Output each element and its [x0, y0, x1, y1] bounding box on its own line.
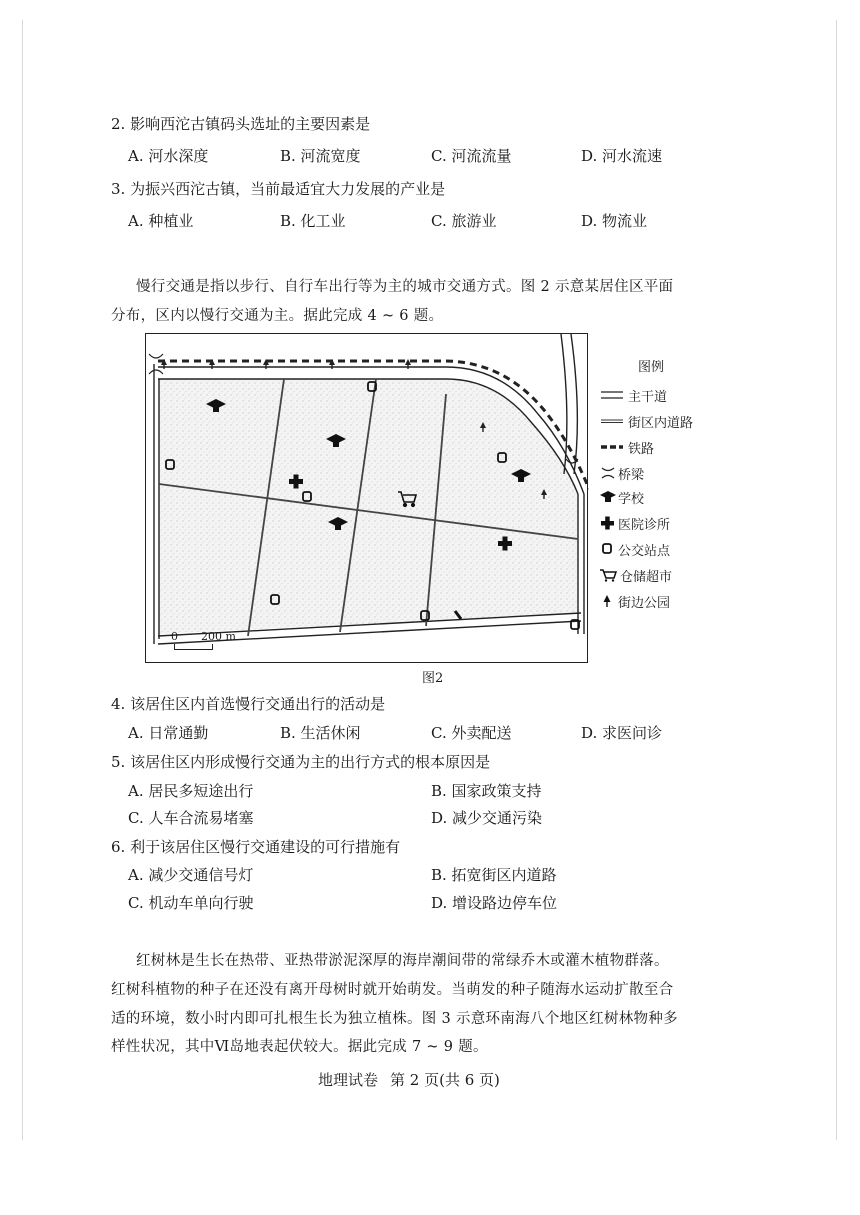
block-road-icon: [600, 414, 624, 428]
legend-label-hospital: 医院诊所: [618, 518, 671, 533]
intro-7-9-line-3: 适的环境，数小时内即可扎根生长为独立植株。图 3 示意环南海八个地区红树林物种多: [111, 1011, 678, 1027]
legend-label-school: 学校: [618, 492, 645, 507]
intro-4-6-line-2: 分布，区内以慢行交通为主。据此完成 4 ~ 6 题。: [111, 308, 444, 324]
page-footer: [318, 1069, 512, 1090]
legend-label-bus-stop: 公交站点: [618, 544, 671, 559]
figure-2-caption: 图2: [422, 671, 444, 686]
legend-label-railway: 铁路: [628, 442, 655, 457]
question-3-option-a[interactable]: A. 种植业: [128, 212, 194, 230]
question-6-option-b[interactable]: B. 拓宽街区内道路: [431, 866, 557, 884]
question-6-option-d[interactable]: D. 增设路边停车位: [431, 894, 558, 912]
legend-label-main-road: 主干道: [628, 390, 668, 405]
legend-title: 图例: [638, 360, 665, 375]
question-5-option-c[interactable]: C. 人车合流易堵塞: [128, 809, 254, 827]
question-4-option-a[interactable]: A. 日常通勤: [128, 724, 209, 742]
legend-label-bridge: 桥梁: [618, 468, 645, 483]
question-3-option-c[interactable]: C. 旅游业: [431, 212, 497, 230]
page-edge-left: [22, 20, 23, 1140]
question-3-stem: 3. 为振兴西沱古镇，当前最适宜大力发展的产业是: [111, 180, 446, 198]
question-5-option-a[interactable]: A. 居民多短途出行: [128, 782, 254, 800]
intro-7-9-line-2: 红树科植物的种子在还没有离开母树时就开始萌发。当萌发的种子随海水运动扩散至合: [111, 982, 674, 998]
railway-icon: [600, 440, 624, 454]
question-2-option-d[interactable]: D. 河水流速: [581, 147, 663, 165]
scale-label: 200 m: [201, 630, 236, 643]
question-2-option-c[interactable]: C. 河流流量: [431, 147, 512, 165]
legend-label-block-road: 街区内道路: [628, 416, 694, 431]
question-4-option-b[interactable]: B. 生活休闲: [280, 724, 361, 742]
question-5-option-d[interactable]: D. 减少交通污染: [431, 809, 543, 827]
legend-label-park: 街边公园: [618, 596, 671, 611]
question-3-option-b[interactable]: B. 化工业: [280, 212, 346, 230]
question-4-stem: 4. 该居住区内首选慢行交通出行的活动是: [111, 695, 386, 713]
main-road-icon: [600, 388, 624, 402]
question-6-stem: 6. 利于该居住区慢行交通建设的可行措施有: [111, 838, 401, 856]
question-2-stem: 2. 影响西沱古镇码头选址的主要因素是: [111, 115, 371, 133]
figure-2-map: [145, 333, 588, 663]
residential-area: [158, 379, 578, 634]
question-3-option-d[interactable]: D. 物流业: [581, 212, 648, 230]
footer-subject: 地理试卷: [318, 1071, 379, 1089]
question-4-option-c[interactable]: C. 外卖配送: [431, 724, 512, 742]
question-5-option-b[interactable]: B. 国家政策支持: [431, 782, 542, 800]
legend-label-supermarket: 仓储超市: [620, 570, 673, 585]
question-4-option-d[interactable]: D. 求医问诊: [581, 724, 663, 742]
footer-page-number: 第 2 页(共 6 页): [390, 1071, 500, 1089]
scale-bar: [174, 644, 213, 650]
map-canvas: [146, 334, 589, 664]
question-2-option-a[interactable]: A. 河水深度: [128, 147, 209, 165]
intro-7-9-line-1: 红树林是生长在热带、亚热带淤泥深厚的海岸潮间带的常绿乔木或灌木植物群落。: [136, 953, 669, 969]
page-edge-right: [836, 20, 837, 1140]
question-2-option-b[interactable]: B. 河流宽度: [280, 147, 361, 165]
scale-zero: 0: [171, 630, 178, 643]
intro-4-6-line-1: 慢行交通是指以步行、自行车出行等为主的城市交通方式。图 2 示意某居住区平面: [136, 279, 674, 295]
question-6-option-a[interactable]: A. 减少交通信号灯: [128, 866, 254, 884]
intro-7-9-line-4: 样性状况，其中Ⅵ岛地表起伏较大。据此完成 7 ~ 9 题。: [111, 1039, 488, 1055]
question-6-option-c[interactable]: C. 机动车单向行驶: [128, 894, 254, 912]
question-5-stem: 5. 该居住区内形成慢行交通为主的出行方式的根本原因是: [111, 753, 491, 771]
